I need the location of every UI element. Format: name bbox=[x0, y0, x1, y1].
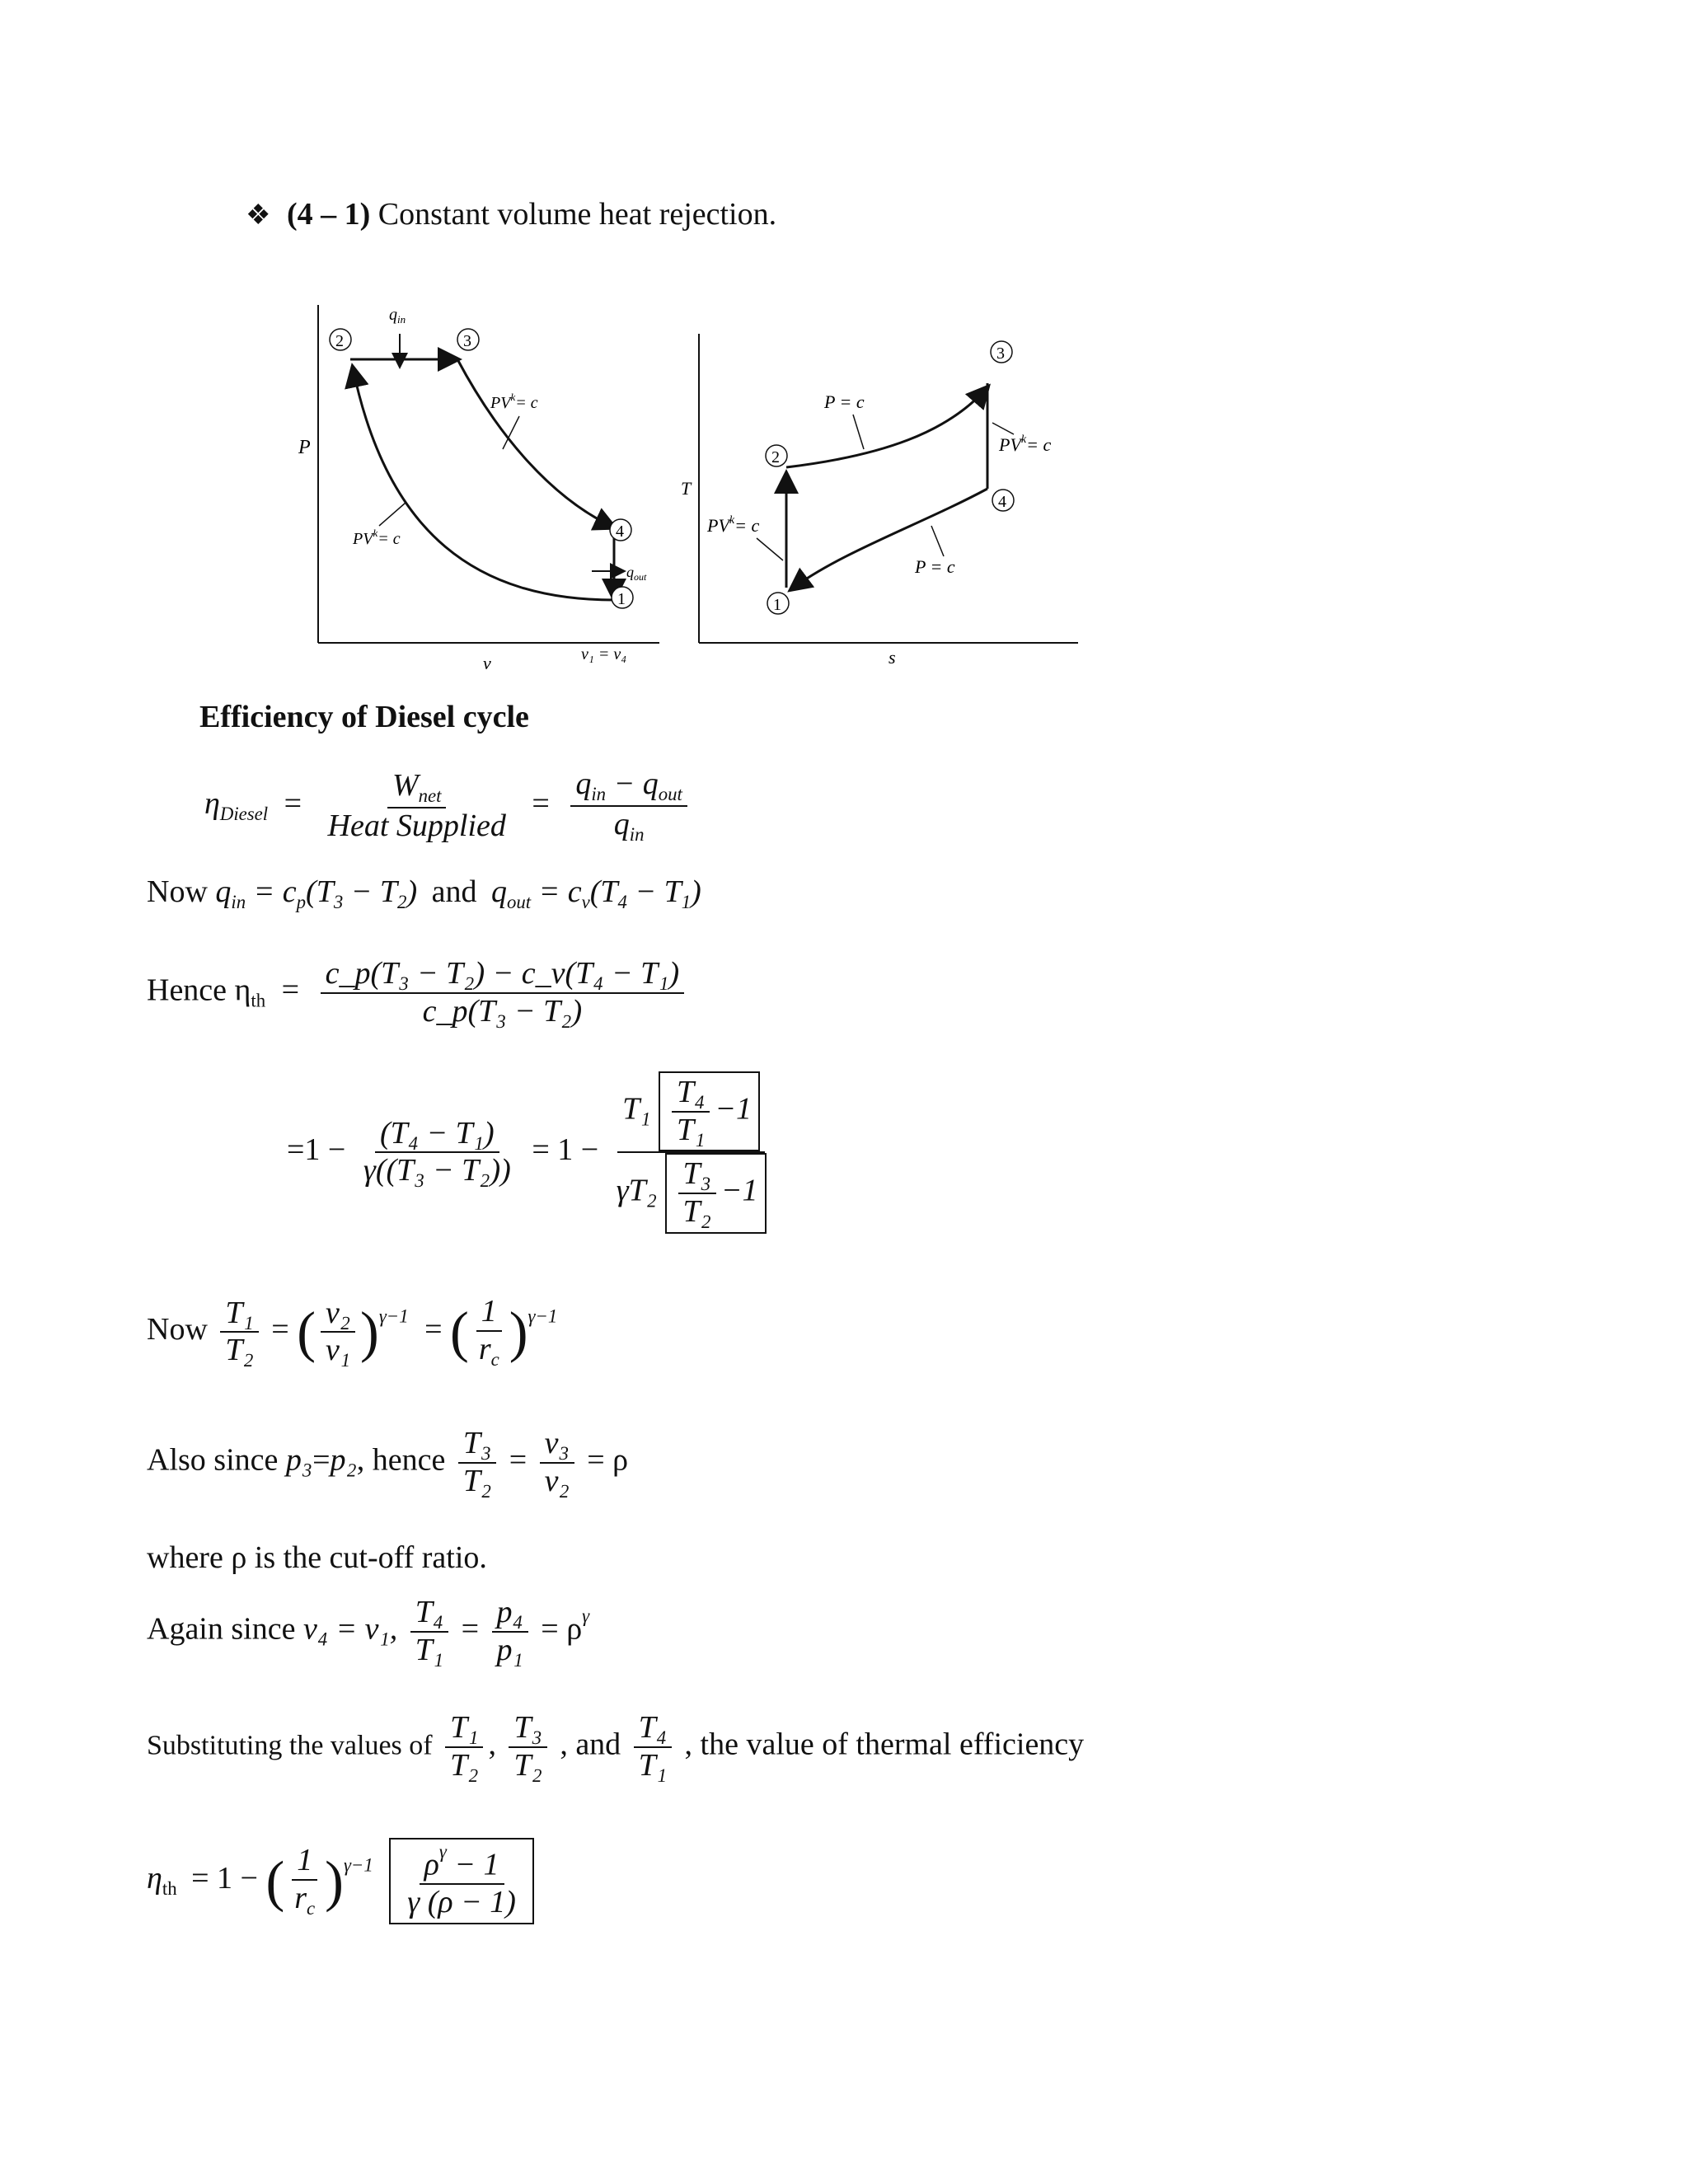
ts-process-4-1 bbox=[791, 489, 987, 589]
cutoff-ratio-note: where ρ is the cut-off ratio. bbox=[147, 1540, 487, 1575]
eq-temperature-ratio: Now $\frac{\text{T₁}}{\text{T₂}}$ = ( $\frac{\text{v₂}}{\text{v₁}}$ )$^{\gamma-1}$ = ( $\frac{1}{r_c}$ )$^{\gamma-1}$ bbox=[147, 1294, 558, 1370]
heading-text: Constant volume heat rejection. bbox=[377, 197, 777, 232]
pv-qin-label: $q_{in}$ bbox=[389, 306, 406, 326]
pv-p-label: P bbox=[298, 437, 311, 458]
section-title: Efficiency of Diesel cycle bbox=[199, 700, 529, 734]
ts-state-2 bbox=[766, 445, 787, 466]
eq-hence: Hence $\eta_{th}$ = $\frac{\text{c\_p(T₃ − T₂) − c\_v(T₄ − T₁)}}{\text{c\_p(T₃ − T₂)}}$ bbox=[147, 956, 689, 1029]
ts-iso-left-label: $PV^k= c$ bbox=[707, 514, 760, 536]
bullet-heading bbox=[246, 196, 776, 232]
pv-state-4 bbox=[610, 519, 631, 541]
frac-wnet-heat: $\frac{W_{net}}{\text{Heat Supplied}}$ bbox=[327, 767, 506, 843]
eta-diesel: $\eta_{Diesel}$ bbox=[204, 785, 269, 824]
pv-v-eq-label: v₁ = v₄ bbox=[581, 645, 627, 663]
svg-text:3: 3 bbox=[996, 344, 1005, 363]
svg-text:1: 1 bbox=[773, 596, 781, 614]
eq-eta-simplified: =1 − $\frac{\text{(T₄ − T₁)}}{\text{γ((T₃ − T₂))}}$ = 1 − T₁ $\frac{\text{T₄}}{\text{T₁}}$ −1 γT₂ $\frac{\text{T₃}}{\text{T₂}}$ −1 bbox=[287, 1071, 776, 1234]
svg-text:1: 1 bbox=[617, 590, 626, 608]
pv-diagram bbox=[288, 288, 668, 684]
ts-p-lower-label: P = c bbox=[915, 556, 955, 577]
pv-v-label: v bbox=[483, 653, 491, 673]
svg-text:4: 4 bbox=[616, 523, 624, 541]
svg-text:3: 3 bbox=[463, 332, 471, 350]
pv-state-2 bbox=[330, 329, 351, 350]
eq-final-efficiency: $\eta_{th} = 1$ − ( $\frac{1}{r_c}$ )$^{\gamma-1}$ $\frac{\rho^\gamma - 1}{\gamma (\rho - 1)}$ bbox=[147, 1838, 534, 1924]
eq-cutoff-relation: Also since p₃=p₂, hence $\frac{\text{T₃}}{\text{T₂}}$ = $\frac{\text{v₃}}{\text{v₂}}$ = ρ bbox=[147, 1426, 629, 1498]
ts-state-4 bbox=[992, 490, 1014, 511]
eq-pressure-ratio: Again since v₄ = v₁, $\frac{\text{T₄}}{\text{T₁}}$ = $\frac{\text{p₄}}{\text{p₁}}$ = $\rho^\gamma$ bbox=[147, 1595, 590, 1667]
four-diamond-bullet-icon: ❖ bbox=[246, 200, 271, 231]
ts-state-3 bbox=[991, 341, 1012, 363]
ts-process-2-3 bbox=[786, 387, 987, 467]
pv-qout-label: $q_{out}$ bbox=[626, 564, 647, 583]
ts-p-lower-leader bbox=[931, 526, 944, 556]
frac-hence: $\frac{\text{c\_p(T₃ − T₂) − c\_v(T₄ − T₁)}}{\text{c\_p(T₃ − T₂)}}$ bbox=[321, 956, 685, 1029]
frac-qin-qout: $\frac{q_{in} - q_{out}}{q_{in}}$ bbox=[570, 766, 687, 846]
pv-iso-lower-label: $PV^k= c$ bbox=[353, 527, 401, 548]
eq-efficiency-definition: $\eta_{Diesel}$ = $\frac{W_{net}}{\text{Heat Supplied}}$ = $\frac{q_{in} - q_{out}}{q_{in}}$ bbox=[204, 766, 692, 846]
pv-process-3-4 bbox=[457, 359, 614, 527]
ts-iso-left-leader bbox=[757, 538, 783, 560]
pv-state-3 bbox=[457, 329, 479, 350]
pv-iso-upper-label: $PV^k= c$ bbox=[490, 391, 538, 412]
ts-state-1 bbox=[767, 593, 789, 614]
heading-prefix: (4 – 1) bbox=[286, 197, 371, 232]
ts-t-label: T bbox=[681, 478, 692, 499]
substitution-sentence: Substituting the values of $\frac{\text{T₁}}{\text{T₂}}$ , $\frac{\text{T₃}}{\text{T₂}}$ , and $\frac{\text{T₄}}{\text{T₁}}$ , the value of thermal efficiency bbox=[147, 1710, 1085, 1783]
ts-iso-right-label: $PV^k= c$ bbox=[999, 434, 1052, 455]
frac-t4t1-gamma: $\frac{\text{(T₄ − T₁)}}{\text{γ((T₃ − T₂))}}$ bbox=[363, 1115, 511, 1188]
ts-s-label: s bbox=[889, 647, 896, 668]
pv-iso-lower-leader bbox=[379, 503, 406, 526]
ts-p-upper-leader bbox=[853, 415, 864, 449]
eq-heat-terms: Now $q_{in} = c_p(T_3 - T_2)$ and $q_{out} = c_v(T_4 - T_1)$ bbox=[147, 874, 701, 912]
svg-text:2: 2 bbox=[771, 448, 780, 466]
svg-text:4: 4 bbox=[998, 493, 1006, 511]
frac-bracket-ratio: T₁ $\frac{\text{T₄}}{\text{T₁}}$ −1 γT₂ $\frac{\text{T₃}}{\text{T₂}}$ −1 bbox=[612, 1071, 771, 1234]
pv-state-1 bbox=[612, 587, 633, 608]
ts-iso-right-leader bbox=[992, 423, 1014, 434]
ts-diagram bbox=[676, 326, 1088, 672]
ts-p-upper-label: P = c bbox=[824, 391, 865, 412]
svg-text:2: 2 bbox=[335, 332, 344, 350]
